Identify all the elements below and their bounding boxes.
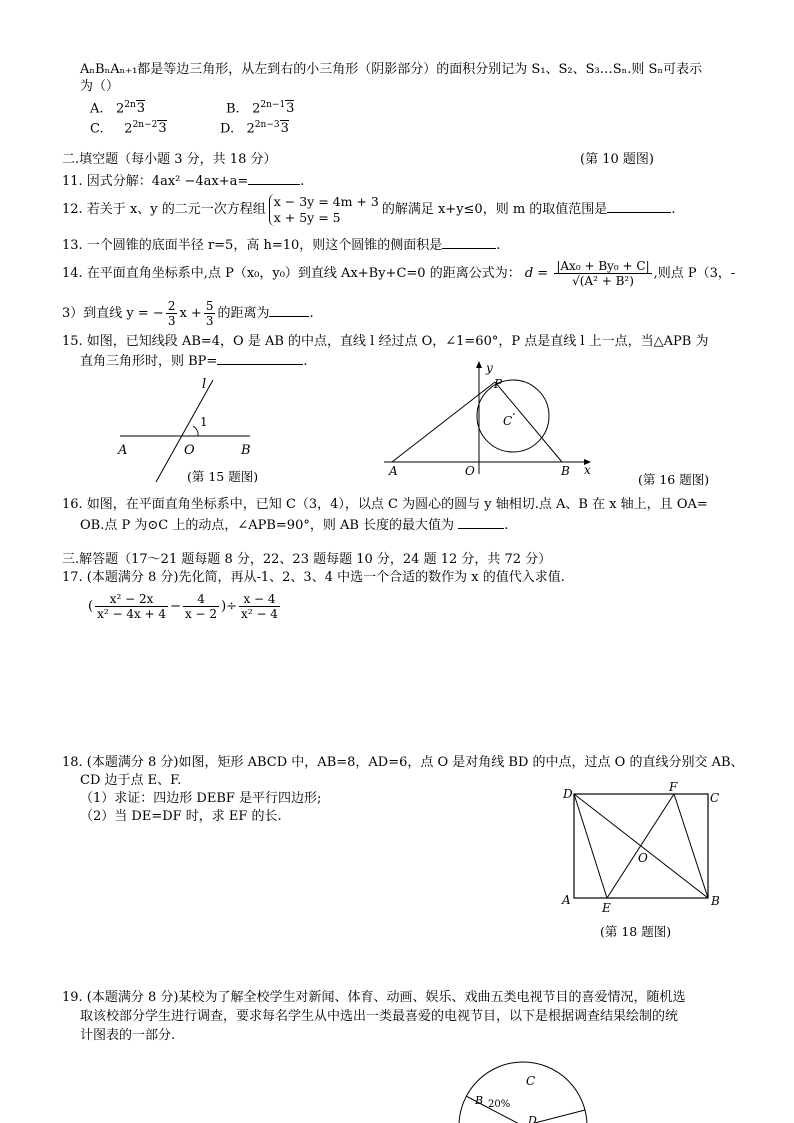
q18-sub2: （2）当 DE=DF 时，求 EF 的长. (80, 809, 282, 824)
q18-segment-de (574, 794, 607, 898)
section3-title: 三.解答题（17～21 题每题 8 分，22、23 题每题 10 分，24 题 12 分，共 72 分） (62, 552, 552, 567)
q18-label-d: D (563, 787, 573, 801)
q12-answer-blank[interactable] (607, 200, 671, 213)
q18-label-c: C (710, 791, 720, 805)
q14-line2: 3）到直线 y = − $\frac{2}{3}$ x + $\frac{5}{3}$ 的距离为 . (62, 299, 314, 328)
q10-option-d: D. $2^{2n-3}3$ (220, 120, 289, 137)
q16-label-a: A (389, 464, 398, 478)
q17-expression: ( $\frac{\text{x² − 2x}}{\text{x² − 4x + 4}}$ − $\frac{4}{x - 2}$ )÷ $\frac{x - 4}{\text{x² − 4}}$ (88, 592, 278, 621)
q15-label-1: 1 (200, 415, 208, 429)
q10-option-a: A. $2^{2n}3$ (90, 100, 146, 117)
q18-segment-ef (607, 794, 674, 898)
q16-figure (378, 358, 598, 480)
q19-line2: 取该校部分学生进行调查，要求每名学生从中选出一类最喜爱的电视节目，以下是根据调查结果绘制的统 (80, 1009, 679, 1024)
q18-segment-fb (674, 794, 708, 898)
q15-line2: 直角三角形时，则 BP= . (80, 354, 308, 369)
q19-pie-label-b: B (475, 1094, 484, 1107)
q18-label-e: E (602, 901, 611, 914)
q18-sub1: （1）求证：四边形 DEBF 是平行四边形; (80, 791, 322, 806)
q19-pie-label-d: D (528, 1114, 537, 1123)
q18-line1: 18. (本题满分 8 分)如图，矩形 ABCD 中，AB=8，AD=6，点 O 是对角线 BD 的中点，过点 O 的直线分别交 AB、 (62, 755, 744, 770)
q13-answer-blank[interactable] (442, 236, 496, 249)
q14-answer-blank[interactable] (269, 304, 309, 317)
q16-line2: OB.点 P 为⊙C 上的动点，∠APB=90°，则 AB 长度的最大值为 . (80, 518, 509, 533)
q17-line1: 17. (本题满分 8 分)先化简，再从-1、2、3、4 中选一个合适的数作为 x 的值代入求值. (62, 570, 565, 585)
q15-label-o: O (184, 443, 195, 458)
q10-stem-line1: AₙBₙAₙ₊₁都是等边三角形，从左到右的小三角形（阴影部分）的面积分别记为 S₁、S₂、S₃…Sₙ.则 Sₙ可表示 (80, 62, 703, 77)
q10-option-c: C. $2^{2n-2}3$ (90, 120, 167, 137)
q16-circle-c (477, 380, 549, 452)
q15-fig-caption: (第 15 题图) (187, 469, 259, 484)
q18-fig-caption: (第 18 题图) (600, 924, 672, 939)
q11: 11. 因式分解：4ax² −4ax+a= . (62, 174, 305, 189)
q11-answer-blank[interactable] (248, 172, 300, 185)
q10-fig-caption: (第 10 题图) (580, 152, 654, 167)
q15-label-b: B (241, 443, 251, 458)
q15-label-a: A (118, 443, 128, 458)
q19-pie-label-c: C (526, 1074, 536, 1088)
q18-figure (556, 780, 736, 914)
q16-label-y: y (486, 361, 493, 375)
q16-label-p: P (494, 377, 503, 391)
q15-angle-arc (193, 426, 198, 436)
q10-option-b: B. $2^{2n-1}3$ (226, 100, 295, 117)
q19-pie-outline (459, 1062, 587, 1123)
q14-line1: 14. 在平面直角坐标系中,点 P（x₀，y₀）到直线 Ax+By+C=0 的距离公式为： d = $\frac{\text{|Ax₀ + By₀ + C|}}{\text{√(A² + B²)}}$ ,则点 P（3，- (62, 259, 736, 288)
q10-stem-line2: 为（） (80, 79, 120, 94)
q16-answer-blank[interactable] (458, 516, 504, 529)
q16-segment-ap (392, 382, 495, 462)
q16-fig-caption: (第 16 题图) (638, 472, 710, 487)
q18-line2: CD 边于点 E、F. (80, 773, 182, 788)
q16-label-c: C (503, 414, 513, 428)
q18-label-b: B (711, 894, 720, 908)
q16-center-dot (513, 413, 515, 415)
q14-distance-formula: $\frac{\text{|Ax₀ + By₀ + C|}}{\text{√(A² + B²)}}$ (556, 259, 650, 288)
q19-pie-chart (450, 1052, 600, 1123)
q12: 12. 若关于 x、y 的二元一次方程组 x − 3y = 4m + 3 x + 5y = 5 的解满足 x+y≤0，则 m 的取值范围是 . (62, 193, 676, 225)
q16-label-b: B (561, 464, 570, 478)
q13: 13. 一个圆锥的底面半径 r=5，高 h=10，则这个圆锥的侧面积是 . (62, 238, 501, 253)
q16-y-arrow (476, 361, 482, 368)
q15-answer-blank[interactable] (217, 352, 303, 365)
q18-label-o: O (638, 851, 648, 865)
q12-equation-system: x − 3y = 4m + 3 x + 5y = 5 (269, 194, 379, 226)
q16-label-x: x (584, 463, 591, 477)
q19-line1: 19. (本题满分 8 分)某校为了解全校学生对新闻、体育、动画、娱乐、戏曲五类电视节目的喜爱情况，随机选 (62, 990, 686, 1005)
q15-label-l: l (202, 377, 207, 392)
q18-label-f: F (669, 780, 678, 794)
q19-line3: 计图表的一部分. (80, 1028, 176, 1043)
q16-label-o: O (465, 464, 475, 478)
section2-title: 二.填空题（每小题 3 分，共 18 分） (62, 152, 277, 167)
q16-line1: 16. 如图，在平面直角坐标系中，已知 C（3，4），以点 C 为圆心的圆与 y 轴相切.点 A、B 在 x 轴上，且 OA= (62, 497, 708, 512)
q15-line1: 15. 如图，已知线段 AB=4，O 是 AB 的中点，直线 l 经过点 O，∠1=60°，P 点是直线 l 上一点，当△APB 为 (62, 334, 709, 349)
q19-pie-label-pct: 20% (488, 1099, 511, 1110)
q18-label-a: A (562, 893, 571, 907)
